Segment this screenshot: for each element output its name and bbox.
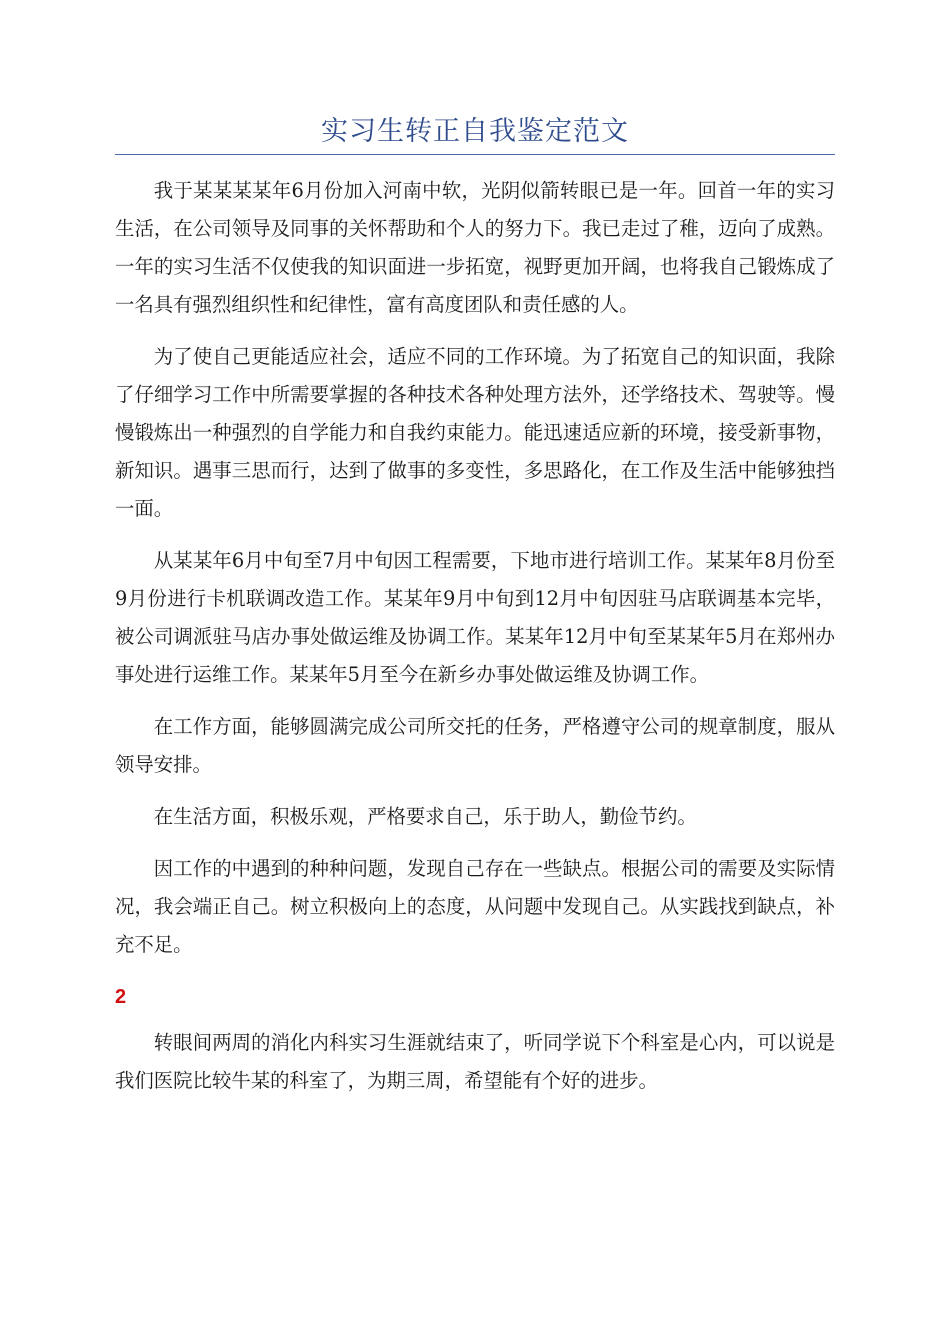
paragraph: 为了使自己更能适应社会，适应不同的工作环境。为了拓宽自己的知识面，我除了仔细学习工作中所需要掌握的各种技术各种处理方法外，还学络技术、驾驶等。慢慢锻炼出一种强烈的自学能力和自我约束能力。能迅速适应新的环境，接受新事物，新知识。遇事三思而行，达到了做事的多变性，多思路化，在工作及生活中能够独挡一面。 <box>115 345 835 520</box>
paragraph: 因工作的中遇到的种种问题，发现自己存在一些缺点。根据公司的需要及实际情况，我会端正自己。树立积极向上的态度，从问题中发现自己。从实践找到缺点，补充不足。 <box>115 857 835 956</box>
document-title: 实习生转正自我鉴定范文 <box>321 116 629 147</box>
section-number: 2 <box>115 986 127 1008</box>
paragraph: 从某某年6月中旬至7月中旬因工程需要，下地市进行培训工作。某某年8月份至9月份进行卡机联调改造工作。某某年9月中旬到12月中旬因驻马店联调基本完毕，被公司调派驻马店办事处做运维及协调工作。某某年12月中旬至某某年5月在郑州办事处进行运维工作。某某年5月至今在新乡办事处做运维及协调工作。 <box>115 549 835 686</box>
document-body <box>115 172 835 1114</box>
title-underline <box>115 154 835 155</box>
paragraph: 在工作方面，能够圆满完成公司所交托的任务，严格遵守公司的规章制度，服从领导安排。 <box>115 715 835 776</box>
paragraph: 转眼间两周的消化内科实习生涯就结束了，听同学说下个科室是心内，可以说是我们医院比较牛某的科室了，为期三周，希望能有个好的进步。 <box>115 1031 835 1092</box>
paragraph: 在生活方面，积极乐观，严格要求自己，乐于助人，勤俭节约。 <box>153 805 697 828</box>
paragraph: 我于某某某某年6月份加入河南中软，光阴似箭转眼已是一年。回首一年的实习生活，在公司领导及同事的关怀帮助和个人的努力下。我已走过了稚，迈向了成熟。一年的实习生活不仅使我的知识面进一步拓宽，视野更加开阔，也将我自己锻炼成了一名具有强烈组织性和纪律性，富有高度团队和责任感的人。 <box>115 179 835 316</box>
